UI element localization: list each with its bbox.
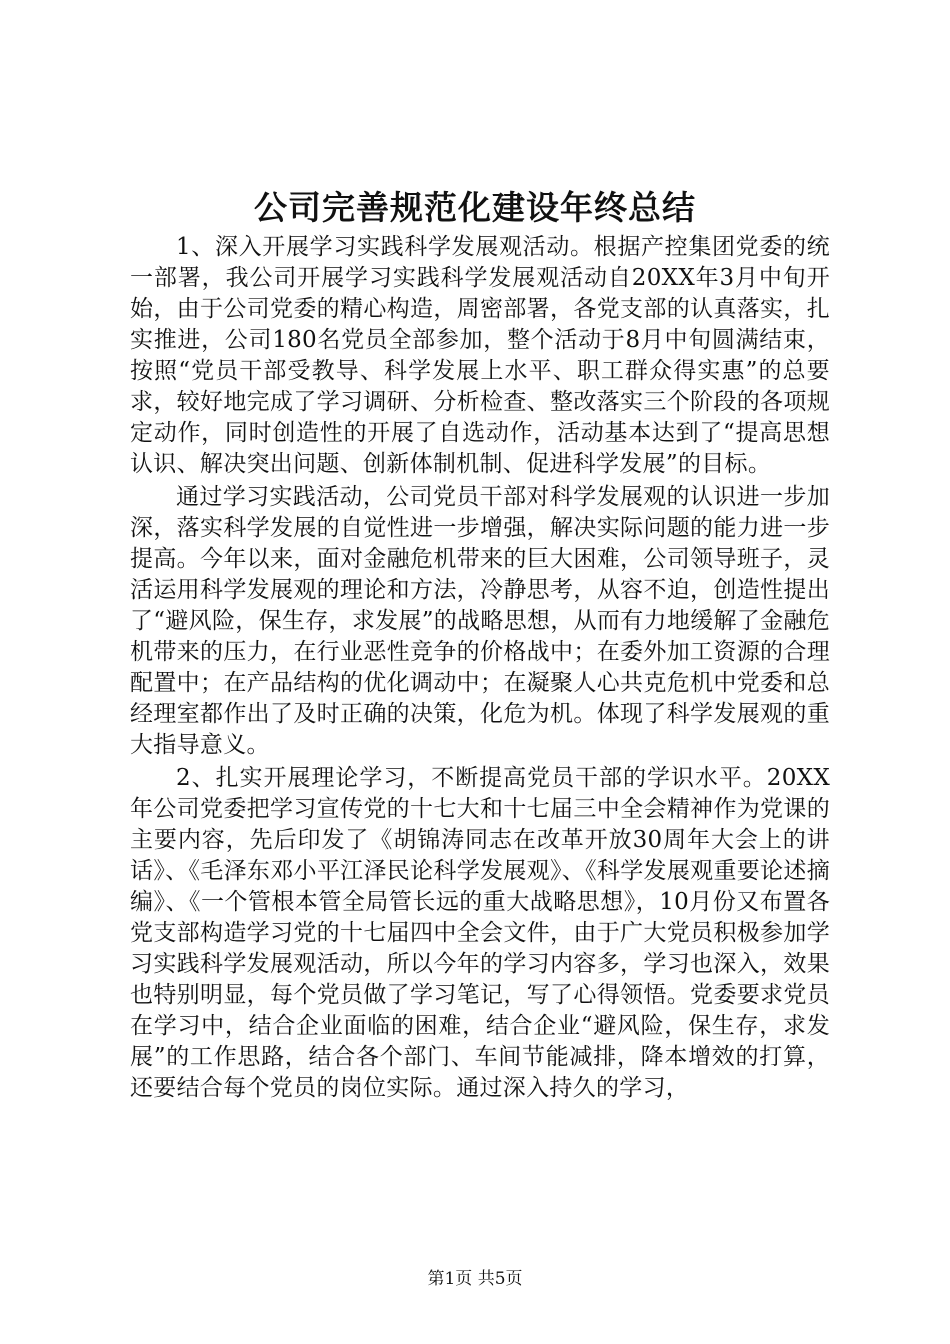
- paragraph-3: 2、扎实开展理论学习，不断提高党员干部的学识水平。20XX年公司党委把学习宣传党的十七大和十七届三中全会精神作为党课的主要内容，先后印发了《胡锦涛同志在改革开放30周年大会上的讲话》、《毛泽东邓小平江泽民论科学发展观》、《科学发展观重要论述摘编》、《一个管根本管全局管长远的重大战略思想》，10月份又布置各党支部构造学习党的十七届四中全会文件，由于广大党员积极参加学习实践科学发展观活动，所以今年的学习内容多，学习也深入，效果也特别明显，每个党员做了学习笔记，写了心得领悟。党委要求党员在学习中，结合企业面临的困难，结合企业“避风险，保生存，求发展”的工作思路，结合各个部门、车间节能减排，降本增效的打算，还要结合每个党员的岗位实际。通过深入持久的学习，: [130, 765, 830, 1101]
- paragraph-1: 1、深入开展学习实践科学发展观活动。根据产控集团党委的统一部署，我公司开展学习实践科学发展观活动自20XX年3月中旬开始，由于公司党委的精心构造，周密部署，各党支部的认真落实，扎实推进，公司180名党员全部参加，整个活动于8月中旬圆满结束，按照“党员干部受教导、科学发展上水平、职工群众得实惠”的总要求，较好地完成了学习调研、分析检查、整改落实三个阶段的各项规定动作，同时创造性的开展了自选动作，活动基本达到了“提高思想认识、解决突出问题、创新体制机制、促进科学发展”的目标。: [130, 234, 830, 477]
- paragraph-2: 通过学习实践活动，公司党员干部对科学发展观的认识进一步加深，落实科学发展的自觉性进一步增强，解决实际问题的能力进一步提高。今年以来，面对金融危机带来的巨大困难，公司领导班子，灵活运用科学发展观的理论和方法，冷静思考，从容不迫，创造性提出了“避风险，保生存，求发展”的战略思想，从而有力地缓解了金融危机带来的压力，在行业恶性竞争的价格战中；在委外加工资源的合理配置中；在产品结构的优化调动中；在凝聚人心共克危机中党委和总经理室都作出了及时正确的决策，化危为机。体现了科学发展观的重大指导意义。: [130, 484, 830, 758]
- page-footer: 第1页 共5页: [427, 1269, 523, 1289]
- document-body: [130, 232, 830, 1104]
- document-title: 公司完善规范化建设年终总结: [254, 188, 696, 227]
